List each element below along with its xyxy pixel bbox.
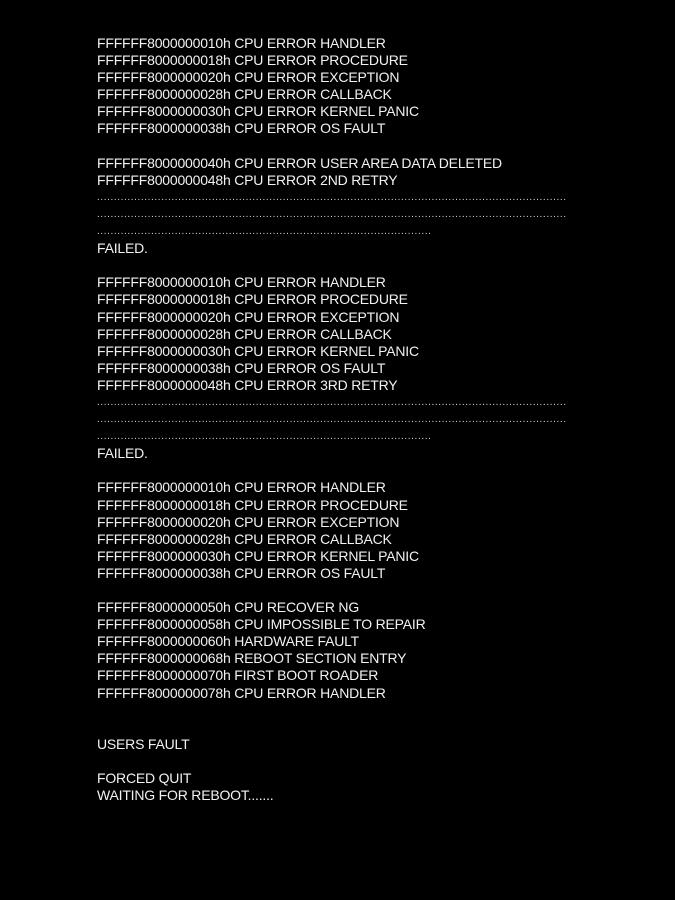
failed-status: FAILED.	[97, 240, 148, 257]
progress-dots: ...........................................................................................................................................	[97, 191, 567, 203]
progress-dots: ...........................................................................................................................................	[97, 414, 567, 426]
blank-line	[97, 257, 577, 274]
blank-line	[97, 753, 577, 770]
log-line: FFFFFF8000000030h CPU ERROR KERNEL PANIC	[97, 103, 419, 120]
log-line: FFFFFF8000000010h CPU ERROR HANDLER	[97, 274, 386, 291]
damage-line	[97, 719, 577, 736]
log-line: FFFFFF8000000018h CPU ERROR PROCEDURE	[97, 496, 408, 513]
log-line: FFFFFF8000000048h CPU ERROR 3RD RETRY	[97, 376, 398, 393]
progress-dots: ...........................................................................................................................................	[97, 396, 567, 408]
blank-line	[97, 462, 577, 479]
forced-quit-line: FORCED QUIT	[97, 770, 192, 787]
log-line: FFFFFF8000000018h CPU ERROR PROCEDURE	[97, 52, 408, 69]
log-line: FFFFFF8000000018h CPU ERROR PROCEDURE	[97, 291, 408, 308]
blank-line	[97, 582, 577, 599]
log-line: FFFFFF8000000040h CPU ERROR USER AREA DATA DELETED	[97, 154, 502, 171]
users-fault-line: USERS FAULT	[97, 735, 190, 752]
log-line: FFFFFF8000000048h CPU ERROR 2ND RETRY	[97, 171, 398, 188]
log-line: FFFFFF8000000038h CPU ERROR OS FAULT	[97, 120, 386, 137]
progress-dots: ...................................................................................................	[97, 226, 432, 238]
log-line: FFFFFF8000000038h CPU ERROR OS FAULT	[97, 359, 386, 376]
log-line: FFFFFF8000000060h HARDWARE FAULT	[97, 633, 360, 650]
log-line: FFFFFF8000000070h FIRST BOOT ROADER	[97, 667, 379, 684]
blank-line	[97, 702, 577, 719]
log-line: FFFFFF8000000028h CPU ERROR CALLBACK	[97, 86, 392, 103]
log-line: FFFFFF8000000028h CPU ERROR CALLBACK	[97, 325, 392, 342]
log-line: FFFFFF8000000020h CPU ERROR EXCEPTION	[97, 69, 400, 86]
log-line: FFFFFF8000000010h CPU ERROR HANDLER	[97, 479, 386, 496]
log-line: FFFFFF8000000028h CPU ERROR CALLBACK	[97, 530, 392, 547]
progress-dots: ...........................................................................................................................................	[97, 208, 567, 220]
log-line: FFFFFF8000000038h CPU ERROR OS FAULT	[97, 564, 386, 581]
blank-line	[97, 138, 577, 155]
log-line: FFFFFF8000000058h CPU IMPOSSIBLE TO REPAIR	[97, 616, 426, 633]
log-line: FFFFFF8000000078h CPU ERROR HANDLER	[97, 684, 386, 701]
log-line: FFFFFF8000000020h CPU ERROR EXCEPTION	[97, 308, 400, 325]
log-line: FFFFFF8000000020h CPU ERROR EXCEPTION	[97, 513, 400, 530]
waiting-reboot-line: WAITING FOR REBOOT.......	[97, 787, 274, 804]
progress-dots: ...................................................................................................	[97, 431, 432, 443]
log-line: FFFFFF8000000068h REBOOT SECTION ENTRY	[97, 650, 407, 667]
log-line: FFFFFF8000000030h CPU ERROR KERNEL PANIC	[97, 547, 419, 564]
console-output	[97, 35, 577, 804]
log-line: FFFFFF8000000050h CPU RECOVER NG	[97, 599, 360, 616]
log-line: FFFFFF8000000010h CPU ERROR HANDLER	[97, 35, 386, 51]
failed-status: FAILED.	[97, 445, 148, 462]
log-line: FFFFFF8000000030h CPU ERROR KERNEL PANIC	[97, 342, 419, 359]
